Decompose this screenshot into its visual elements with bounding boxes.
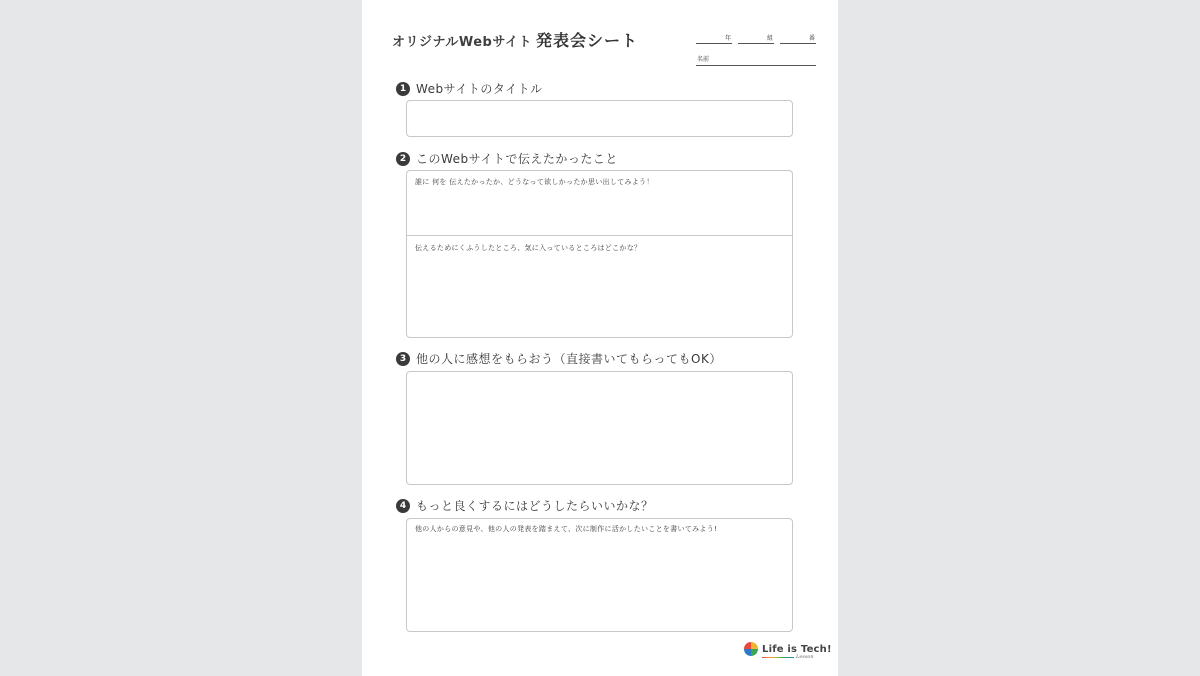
section-4-heading — [396, 497, 654, 514]
improvement-box[interactable] — [406, 518, 793, 632]
section-3-heading — [396, 350, 722, 367]
logo-text: Life is Tech! — [762, 643, 832, 655]
logo-subtext: Lesson — [796, 654, 814, 660]
year-field[interactable] — [696, 32, 732, 44]
logo-underline — [762, 657, 794, 658]
name-label: 名前 — [697, 56, 710, 63]
feedback-box[interactable] — [406, 371, 793, 485]
message-prompt-1: 誰に 何を 伝えたかったか、どうなって欲しかったか思い出してみよう！ — [415, 178, 654, 186]
message-box-divider — [407, 235, 792, 236]
message-prompt-2: 伝えるためにくふうしたところ、気に入っているところはどこかな？ — [415, 244, 642, 252]
message-box[interactable] — [406, 170, 793, 338]
section-2-label: このWebサイトで伝えたかったこと — [416, 152, 618, 166]
student-info — [696, 32, 816, 66]
section-3-label: 他の人に感想をもらおう（直接書いてもらってもOK） — [416, 352, 722, 366]
life-is-tech-logo — [744, 642, 832, 660]
improvement-prompt: 他の人からの意見や、他の人の発表を踏まえて、次に制作に活かしたいことを書いてみよう! — [415, 525, 718, 533]
section-4-label: もっと良くするにはどうしたらいいかな？ — [416, 499, 654, 513]
class-field[interactable] — [738, 32, 774, 44]
section-2-number-badge: 2 — [396, 152, 410, 166]
section-2-heading — [396, 150, 618, 167]
section-1-number-badge: 1 — [396, 82, 410, 96]
year-label: 年 — [724, 35, 731, 42]
section-3-number-badge: 3 — [396, 352, 410, 366]
number-label: 番 — [808, 35, 815, 42]
worksheet-page — [362, 0, 838, 676]
title-prefix: オリジナルWebサイト — [392, 35, 532, 50]
class-label: 組 — [766, 35, 773, 42]
number-field[interactable] — [780, 32, 816, 44]
name-field[interactable] — [696, 54, 816, 66]
sheet-title — [392, 28, 638, 51]
section-4-number-badge: 4 — [396, 499, 410, 513]
title-main: 発表会シート — [535, 31, 638, 50]
logo-mark-icon — [744, 642, 758, 656]
website-title-box[interactable] — [406, 100, 793, 137]
section-1-heading — [396, 80, 543, 97]
section-1-label: Webサイトのタイトル — [416, 82, 543, 96]
